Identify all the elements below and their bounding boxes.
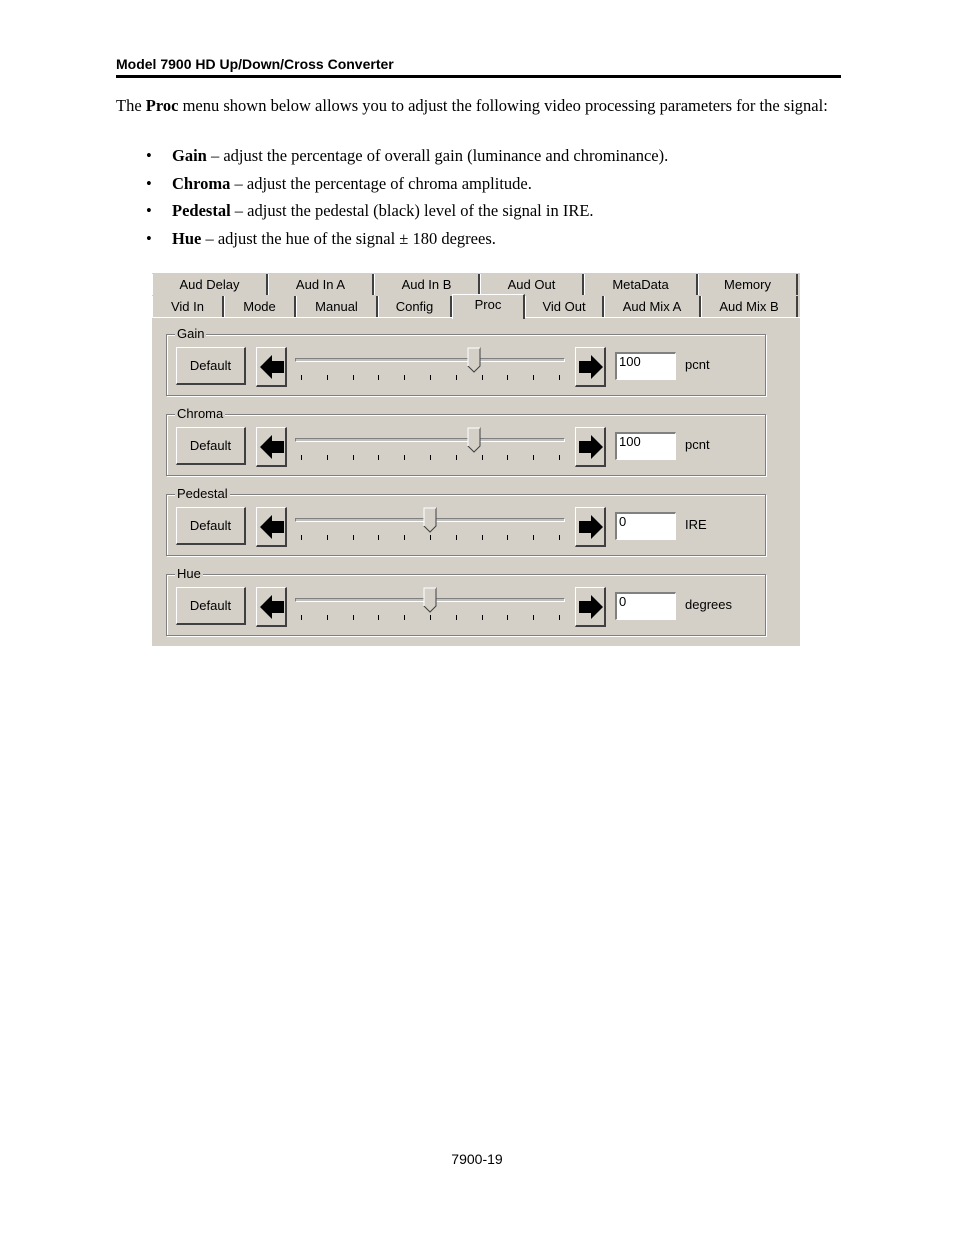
- default-button[interactable]: Default: [176, 427, 246, 465]
- intro-before: The: [116, 96, 146, 115]
- bullet-icon: •: [146, 228, 152, 248]
- group-chroma: [166, 406, 766, 476]
- intro-paragraph: [116, 96, 846, 116]
- default-button[interactable]: Default: [176, 347, 246, 385]
- bullet-term: Pedestal: [172, 201, 231, 220]
- slider-tick: [482, 535, 483, 540]
- slider-tick: [482, 615, 483, 620]
- tab-aud-in-b[interactable]: Aud In B: [374, 274, 480, 295]
- slider-tick: [378, 615, 379, 620]
- tab-memory[interactable]: Memory: [698, 274, 798, 295]
- slider-tick: [482, 375, 483, 380]
- arrow-left-icon: [259, 354, 285, 380]
- slider-thumb[interactable]: [467, 427, 481, 453]
- bullet-desc: – adjust the percentage of overall gain (luminance and chrominance).: [206, 146, 669, 165]
- slider-tick: [327, 455, 328, 460]
- arrow-right-icon: [578, 354, 604, 380]
- slider-tick: [327, 615, 328, 620]
- decrement-button[interactable]: [256, 507, 287, 547]
- slider-thumb[interactable]: [467, 347, 481, 373]
- tab-config[interactable]: Config: [378, 296, 452, 317]
- intro-bold-term: Proc: [145, 96, 179, 115]
- slider-tick: [456, 535, 457, 540]
- default-button[interactable]: Default: [176, 507, 246, 545]
- slider-tick: [430, 375, 431, 380]
- arrow-left-icon: [259, 594, 285, 620]
- slider-thumb[interactable]: [423, 507, 437, 533]
- slider-tick: [404, 535, 405, 540]
- increment-button[interactable]: [575, 587, 606, 627]
- bullet-icon: •: [146, 146, 152, 165]
- tab-aud-out[interactable]: Aud Out: [480, 274, 584, 295]
- tab-aud-mix-b[interactable]: Aud Mix B: [701, 296, 798, 317]
- arrow-right-icon: [578, 434, 604, 460]
- slider-tick: [353, 615, 354, 620]
- increment-button[interactable]: [575, 427, 606, 467]
- slider-tick: [353, 455, 354, 460]
- parameter-list: [146, 146, 846, 256]
- tab-vid-out[interactable]: Vid Out: [525, 296, 604, 317]
- unit-label: degrees: [685, 597, 732, 612]
- slider-tick: [404, 615, 405, 620]
- slider-tick: [353, 375, 354, 380]
- unit-label: IRE: [685, 517, 707, 532]
- value-input[interactable]: 100: [615, 432, 676, 460]
- tab-aud-mix-a[interactable]: Aud Mix A: [604, 296, 701, 317]
- group-label: Hue: [177, 566, 201, 581]
- slider-tick: [430, 615, 431, 620]
- page-number: 7900-19: [451, 1151, 503, 1167]
- unit-label: pcnt: [685, 357, 710, 372]
- slider-tick: [327, 375, 328, 380]
- tab-row-top: [152, 274, 800, 296]
- list-item: [146, 174, 846, 202]
- bullet-term: Gain: [172, 146, 207, 165]
- header-rule: [116, 75, 841, 78]
- slider-tick: [301, 615, 302, 620]
- slider-tick: [533, 455, 534, 460]
- list-item: [146, 229, 846, 257]
- slider-tick: [456, 375, 457, 380]
- slider-track[interactable]: [295, 438, 565, 442]
- slider-tick: [559, 615, 560, 620]
- bullet-desc: – adjust the percentage of chroma amplitude.: [230, 173, 532, 193]
- slider-tick: [559, 455, 560, 460]
- tab-proc[interactable]: Proc: [452, 294, 525, 319]
- slider-tick: [378, 455, 379, 460]
- slider-tick: [533, 535, 534, 540]
- slider-tick: [327, 535, 328, 540]
- slider-tick: [378, 375, 379, 380]
- slider-ticks: [295, 375, 565, 381]
- tab-aud-delay[interactable]: Aud Delay: [152, 274, 268, 295]
- list-item: [146, 201, 846, 229]
- value-input[interactable]: 0: [615, 512, 676, 540]
- running-header: Model 7900 HD Up/Down/Cross Converter: [116, 56, 394, 72]
- slider-ticks: [295, 455, 565, 461]
- tab-mode[interactable]: Mode: [224, 296, 296, 317]
- intro-after: menu shown below allows you to adjust the following video processing parameters for the signal:: [178, 96, 828, 115]
- slider-tick: [430, 455, 431, 460]
- slider-tick: [301, 535, 302, 540]
- increment-button[interactable]: [575, 347, 606, 387]
- tab-vid-in[interactable]: Vid In: [152, 296, 224, 317]
- slider-tick: [482, 455, 483, 460]
- slider-tick: [404, 375, 405, 380]
- bullet-desc: – adjust the hue of the signal ± 180 degrees.: [201, 228, 496, 248]
- slider-tick: [456, 455, 457, 460]
- slider-tick: [378, 535, 379, 540]
- tab-metadata[interactable]: MetaData: [584, 274, 698, 295]
- list-item: [146, 146, 846, 174]
- slider-tick: [456, 615, 457, 620]
- slider-track[interactable]: [295, 358, 565, 362]
- bullet-term: Chroma: [172, 173, 231, 193]
- arrow-left-icon: [259, 434, 285, 460]
- bullet-icon: •: [146, 173, 152, 193]
- arrow-left-icon: [259, 514, 285, 540]
- slider-tick: [507, 455, 508, 460]
- slider-tick: [507, 535, 508, 540]
- tab-row-bottom: [152, 296, 800, 318]
- slider-ticks: [295, 535, 565, 541]
- tab-manual[interactable]: Manual: [296, 296, 378, 317]
- slider-tick: [404, 455, 405, 460]
- slider-tick: [559, 535, 560, 540]
- slider-tick: [353, 535, 354, 540]
- slider-tick: [301, 375, 302, 380]
- slider-tick: [507, 615, 508, 620]
- bullet-desc: – adjust the pedestal (black) level of the signal in IRE.: [230, 201, 594, 220]
- slider-tick: [533, 375, 534, 380]
- slider-tick: [430, 535, 431, 540]
- slider-thumb[interactable]: [423, 587, 437, 613]
- group-pedestal: [166, 486, 766, 556]
- arrow-right-icon: [578, 594, 604, 620]
- bullet-term: Hue: [172, 228, 202, 248]
- decrement-button[interactable]: [256, 427, 287, 467]
- tab-aud-in-a[interactable]: Aud In A: [268, 274, 374, 295]
- arrow-right-icon: [578, 514, 604, 540]
- value-input[interactable]: 0: [615, 592, 676, 620]
- slider-tick: [507, 375, 508, 380]
- bullet-icon: •: [146, 201, 152, 220]
- decrement-button[interactable]: [256, 347, 287, 387]
- group-gain: [166, 326, 766, 396]
- slider-tick: [533, 615, 534, 620]
- group-label: Pedestal: [177, 486, 228, 501]
- increment-button[interactable]: [575, 507, 606, 547]
- unit-label: pcnt: [685, 437, 710, 452]
- slider-tick: [559, 375, 560, 380]
- proc-dialog: [152, 273, 800, 646]
- slider-tick: [301, 455, 302, 460]
- slider-ticks: [295, 615, 565, 621]
- group-label: Chroma: [177, 406, 224, 421]
- value-input[interactable]: 100: [615, 352, 676, 380]
- group-label: Gain: [177, 326, 205, 341]
- decrement-button[interactable]: [256, 587, 287, 627]
- group-hue: [166, 566, 766, 636]
- default-button[interactable]: Default: [176, 587, 246, 625]
